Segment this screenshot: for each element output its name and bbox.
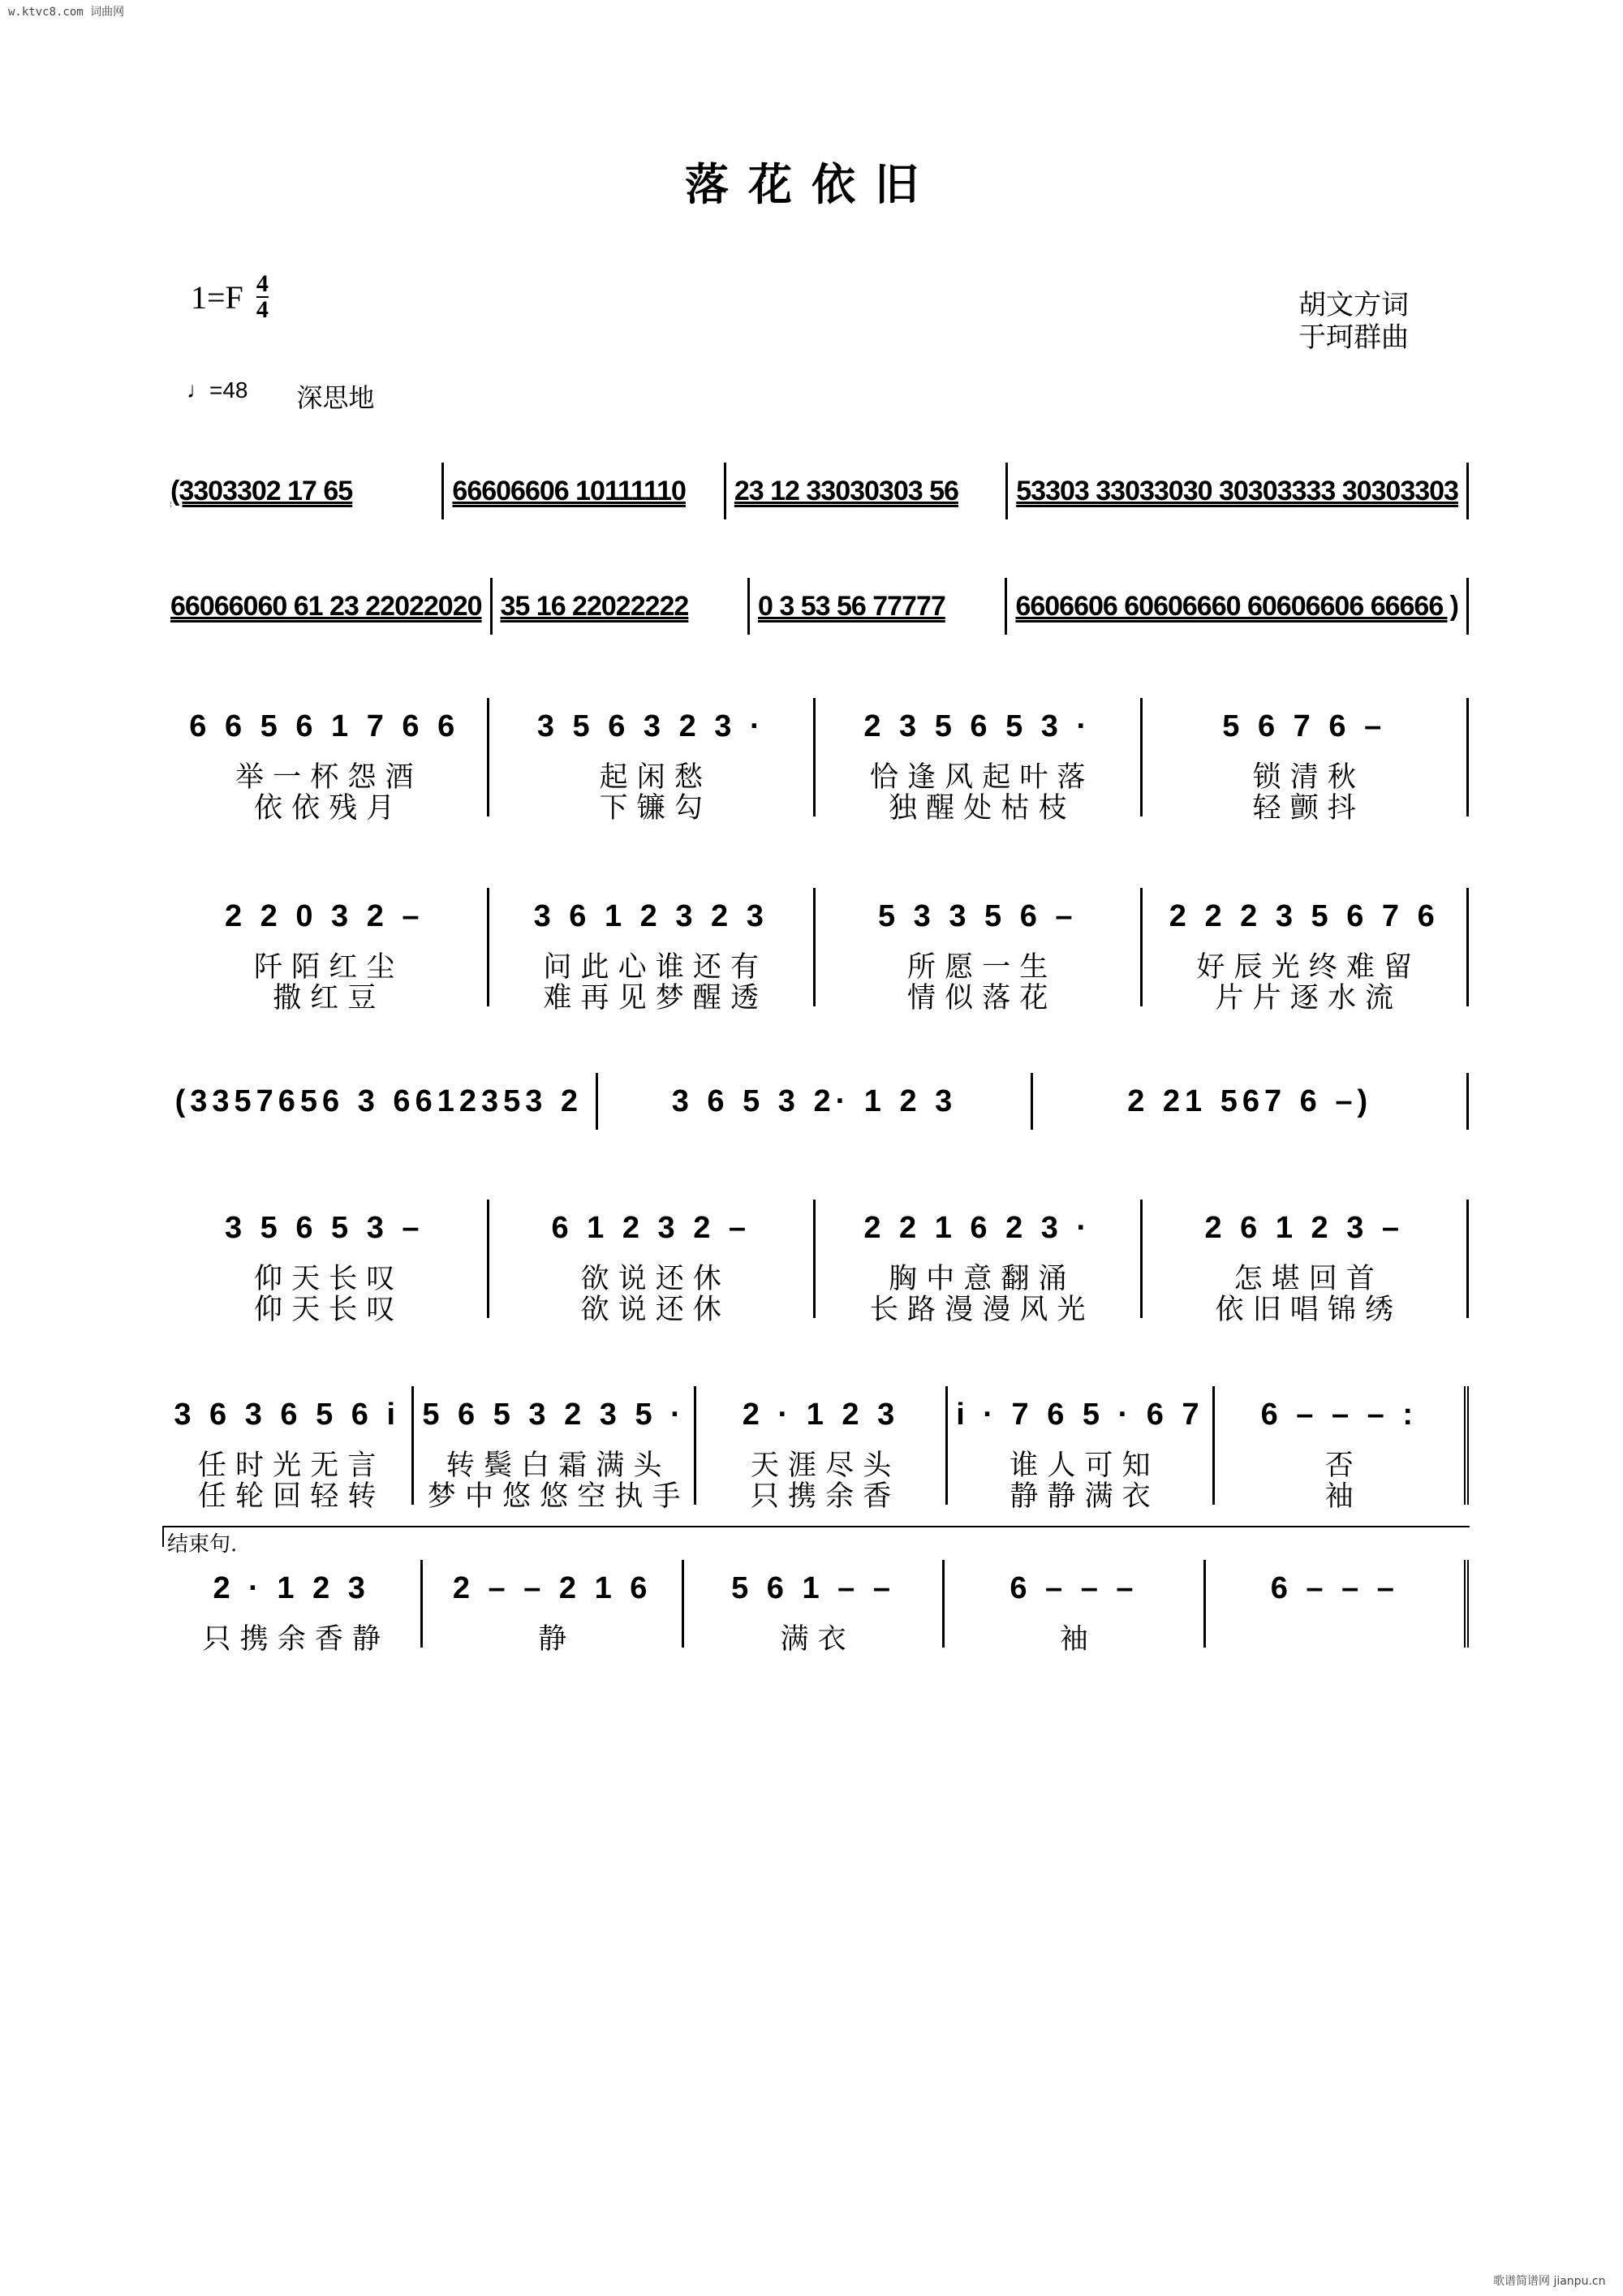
measure <box>493 578 750 635</box>
lyric-line: 片 片 逐 水 流 <box>1215 982 1393 1014</box>
lyric-line: 欲 说 还 休 <box>580 1294 721 1326</box>
measure <box>1007 578 1469 635</box>
notes: 2 6 1 2 3 – <box>1204 1210 1405 1245</box>
lyric-line: 所 愿 一 生 <box>907 951 1048 984</box>
measure <box>489 888 816 1014</box>
measure <box>162 1386 414 1513</box>
notes: 6 6 5 6 1 7 6 6 <box>189 709 460 743</box>
measure <box>816 888 1143 1014</box>
notes: 3 6 1 2 3 2 3 <box>533 898 768 933</box>
measure <box>162 1200 489 1326</box>
notes: 6 – – – <box>1270 1570 1399 1605</box>
measure <box>696 1386 948 1513</box>
score-row <box>162 463 1469 519</box>
lyric-line: 静 静 满 衣 <box>1010 1480 1151 1513</box>
time-signature <box>256 272 269 322</box>
measure <box>948 1386 1214 1513</box>
score-row <box>162 1560 1469 1656</box>
lyric-line: 只 携 余 香 静 <box>202 1623 381 1656</box>
notes: 5 6 7 6 – <box>1222 709 1387 743</box>
key-signature <box>191 272 269 322</box>
notes: 66606606 10111110 <box>452 475 686 506</box>
lyric-line: 天 涯 尽 头 <box>750 1450 892 1482</box>
measure <box>162 698 489 825</box>
lyric-line: 只 携 余 香 <box>750 1480 892 1513</box>
measure <box>1143 698 1470 825</box>
notes: 3 5 6 5 3 – <box>224 1210 424 1245</box>
lyric-line: 转 鬓 白 霜 满 头 <box>446 1450 662 1482</box>
notes: 3 5 6 3 2 3 · <box>536 709 765 743</box>
lyric-line: 轻 颤 抖 <box>1252 792 1356 825</box>
lyric-line: 欲 说 还 休 <box>580 1263 721 1295</box>
score-row <box>162 1200 1469 1326</box>
measure <box>1143 888 1470 1014</box>
measure <box>162 1560 423 1656</box>
tempo-marking <box>187 377 375 415</box>
lyric-line: 仰 天 长 叹 <box>254 1263 395 1295</box>
notes: 6 – – – : <box>1260 1397 1419 1432</box>
notes: 5 6 1 – – <box>731 1570 895 1605</box>
lyric-line: 否 <box>1324 1450 1354 1482</box>
score-row <box>162 578 1469 635</box>
watermark-bottom: 歌谱简谱网 jianpu.cn <box>1493 2275 1606 2288</box>
measure <box>444 463 725 519</box>
lyric-line: 依 依 残 月 <box>254 792 395 825</box>
lyric-line: 撒 红 豆 <box>273 982 377 1014</box>
measure <box>162 463 444 519</box>
measure <box>1033 1073 1469 1130</box>
expression: 深思地 <box>296 382 375 413</box>
lyric-line: 梦 中 悠 悠 空 执 手 <box>427 1480 681 1513</box>
notes: 2 · 1 2 3 <box>213 1570 370 1605</box>
notes: 3 6 5 3 2· 1 2 3 <box>671 1083 958 1118</box>
watermark-top: w.ktvc8.com 词曲网 <box>8 6 125 19</box>
ending-label: 结束句. <box>162 1526 1470 1547</box>
measure <box>1143 1200 1470 1326</box>
notes: 2 2 1 6 2 3 · <box>863 1210 1092 1245</box>
notes: (3303302 17 65 <box>170 475 353 506</box>
lyric-line: 下 镰 勾 <box>599 792 703 825</box>
notes: 2 – – 2 1 6 <box>452 1570 652 1605</box>
lyric-line: 胸 中 意 翻 涌 <box>888 1263 1067 1295</box>
measure <box>750 578 1007 635</box>
score-row <box>162 1386 1469 1513</box>
composer: 于珂群曲 <box>1298 321 1409 354</box>
measure <box>945 1560 1205 1656</box>
measure <box>726 463 1008 519</box>
notes: 2 2 0 3 2 – <box>224 898 424 933</box>
measure <box>414 1386 696 1513</box>
measure <box>162 888 489 1014</box>
lyric-line: 恰 逢 风 起 叶 落 <box>869 761 1086 794</box>
measure <box>162 578 493 635</box>
lyric-line: 举 一 杯 怨 酒 <box>235 761 414 794</box>
notes: 2 3 5 6 5 3 · <box>863 709 1092 743</box>
lyric-line: 袖 <box>1324 1480 1354 1513</box>
lyric-line: 谁 人 可 知 <box>1010 1450 1151 1482</box>
measure <box>162 1073 598 1130</box>
notes: 23 12 33030303 56 <box>734 475 958 506</box>
measure <box>1206 1560 1469 1648</box>
lyric-line: 依 旧 唱 锦 绣 <box>1215 1294 1393 1326</box>
lyric-line: 难 再 见 梦 醒 透 <box>543 982 760 1014</box>
notes: 2 21 567 6 –) <box>1127 1083 1373 1118</box>
time-bottom: 4 <box>256 296 269 323</box>
score-row <box>162 1073 1469 1130</box>
lyric-line: 情 似 落 花 <box>907 982 1048 1014</box>
notes: 3 6 3 6 5 6 i <box>174 1397 401 1432</box>
song-title: 落花依旧 <box>685 158 938 210</box>
measure <box>816 1200 1143 1326</box>
key: 1=F <box>191 278 243 316</box>
lyric-line: 怎 堪 回 首 <box>1233 1263 1375 1295</box>
measure <box>1008 463 1469 519</box>
lyricist: 胡文方词 <box>1298 289 1409 321</box>
measure <box>489 698 816 825</box>
lyric-line: 任 轮 回 轻 转 <box>197 1480 377 1513</box>
measure <box>489 1200 816 1326</box>
notes: 35 16 22022222 <box>500 590 689 622</box>
lyric-line <box>1214 1617 1456 1648</box>
score-row <box>162 888 1469 1014</box>
time-top: 4 <box>256 270 269 297</box>
notes: i · 7 6 5 · 6 7 <box>956 1397 1204 1432</box>
tempo: ♩=48 <box>187 377 248 403</box>
lyric-line: 好 辰 光 终 难 留 <box>1196 951 1413 984</box>
lyric-line: 静 <box>538 1623 567 1656</box>
notes: 6606606 60606660 60606606 66666 ) <box>1015 590 1459 622</box>
measure <box>423 1560 683 1656</box>
lyric-line: 长 路 漫 漫 风 光 <box>869 1294 1086 1326</box>
lyric-line: 锁 清 秋 <box>1252 761 1356 794</box>
measure <box>1215 1386 1469 1513</box>
lyric-line: 起 闲 愁 <box>599 761 703 794</box>
notes: 2 2 2 3 5 6 7 6 <box>1169 898 1440 933</box>
lyric-line: 任 时 光 无 言 <box>197 1450 377 1482</box>
lyric-line: 袖 <box>1059 1623 1088 1656</box>
notes: 6 – – – <box>1010 1570 1139 1605</box>
notes: (3357656 3 6612353 2 <box>174 1083 583 1118</box>
notes: 53303 33033030 30303333 30303303 <box>1016 475 1458 506</box>
notes: 5 3 3 5 6 – <box>877 898 1078 933</box>
lyric-line: 满 衣 <box>780 1623 846 1656</box>
notes: 6 1 2 3 2 – <box>551 1210 751 1245</box>
lyric-line: 阡 陌 红 尘 <box>254 951 395 984</box>
measure <box>816 698 1143 825</box>
score-row <box>162 698 1469 825</box>
notes: 2 · 1 2 3 <box>742 1397 900 1432</box>
measure <box>684 1560 945 1656</box>
lyric-line: 独 醒 处 枯 枝 <box>888 792 1067 825</box>
notes: 0 3 53 56 77777 <box>757 590 945 622</box>
notes: 66066060 61 23 22022020 <box>170 590 482 622</box>
lyric-line: 问 此 心 谁 还 有 <box>543 951 760 984</box>
lyric-line: 仰 天 长 叹 <box>254 1294 395 1326</box>
notes: 5 6 5 3 2 3 5 · <box>422 1397 686 1432</box>
measure <box>598 1073 1034 1130</box>
